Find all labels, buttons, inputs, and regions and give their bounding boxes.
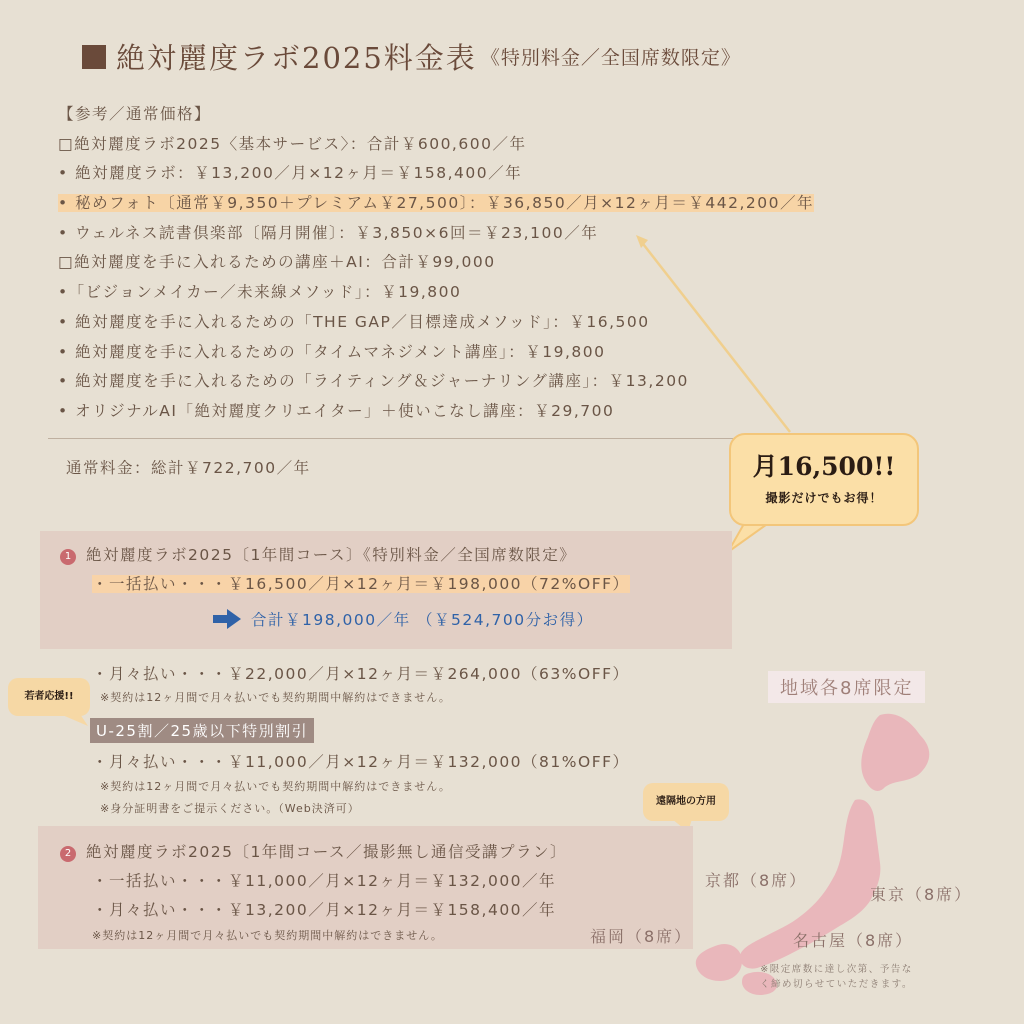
plan2-number-badge: 2 — [60, 846, 76, 862]
youth-note-2: ※身分証明書をご提示ください。（Web決済可） — [100, 802, 360, 815]
reference-item: □絶対麗度ラボ2025〈基本サービス〉：合計￥600,600／年 — [58, 134, 527, 153]
plan1-total: 合計￥198,000／年 （￥524,700分お得） — [251, 611, 594, 629]
reference-heading: 【参考／通常価格】 — [58, 105, 212, 123]
arrow-right-icon — [213, 609, 241, 629]
normal-total: 通常料金：総計￥722,700／年 — [66, 459, 311, 477]
callout-sub: 撮影だけでもお得！ — [765, 491, 883, 505]
callout-main: 月16,500!! — [752, 452, 896, 481]
plan1-lump-text: ・一括払い・・・￥16,500／月×12ヶ月＝￥198,000（72%OFF） — [92, 575, 630, 593]
region-label: 地域各8席限定 — [768, 671, 925, 703]
title-sub: 《特別料金／全国席数限定》 — [480, 47, 741, 69]
reference-item-highlight: • 秘めフォト〔通常￥9,350＋プレミアム￥27,500〕：￥36,850／月×12ヶ月＝￥442,200／年 — [58, 194, 814, 213]
price-callout — [729, 433, 919, 526]
youth-badge: 若者応援!! — [8, 678, 90, 716]
reference-item: • 絶対麗度を手に入れるための「タイムマネジメント講座」：￥19,800 — [58, 342, 606, 361]
plan2-monthly: ・月々払い・・・￥13,200／月×12ヶ月＝￥158,400／年 — [92, 901, 557, 919]
plan2-lump: ・一括払い・・・￥11,000／月×12ヶ月＝￥132,000／年 — [92, 872, 557, 890]
plan2-title-row — [60, 840, 567, 862]
title-main: 絶対麗度ラボ2025料金表 — [116, 41, 477, 75]
map-note-line2: く締め切らせていただきます。 — [760, 979, 913, 990]
plan1-title: 絶対麗度ラボ2025〔1年間コース〕《特別料金／全国席数限定》 — [86, 546, 577, 564]
plan1-total-row — [213, 608, 594, 630]
reference-item: •「ビジョンメイカー／未来線メソッド」：￥19,800 — [58, 283, 462, 302]
plan1-lump — [92, 572, 630, 594]
reference-item: □絶対麗度を手に入れるための講座＋AI：合計￥99,000 — [58, 253, 496, 272]
remote-badge: 遠隔地の方用 — [643, 783, 729, 821]
reference-item: • ウェルネス読書倶楽部〔隔月開催〕：￥3,850×6回＝￥23,100／年 — [58, 223, 599, 242]
japan-map-icon — [680, 705, 950, 1005]
map-note — [760, 962, 913, 992]
plan2-title: 絶対麗度ラボ2025〔1年間コース／撮影無し通信受講プラン〕 — [86, 843, 568, 861]
reference-item: • 絶対麗度ラボ：￥13,200／月×12ヶ月＝￥158,400／年 — [58, 164, 523, 183]
plan1-monthly: ・月々払い・・・￥22,000／月×12ヶ月＝￥264,000（63%OFF） — [92, 665, 630, 683]
map-note-line1: ※限定席数に達し次第、予告な — [760, 964, 913, 975]
city-nagoya: 名古屋（8席） — [793, 931, 914, 950]
youth-monthly: ・月々払い・・・￥11,000／月×12ヶ月＝￥132,000（81%OFF） — [92, 753, 630, 771]
reference-item: • 絶対麗度を手に入れるための「ライティング＆ジャーナリング講座」：￥13,200 — [58, 372, 689, 391]
u25-label: U-25割／25歳以下特別割引 — [90, 718, 314, 743]
plan1-title-row — [60, 543, 576, 565]
city-kyoto: 京都（8席） — [705, 871, 808, 890]
plan1-monthly-note: ※契約は12ヶ月間で月々払いでも契約期間中解約はできません。 — [100, 691, 451, 704]
plan1-number-badge: 1 — [60, 549, 76, 565]
city-fukuoka: 福岡（8席） — [590, 927, 693, 946]
reference-item: • 絶対麗度を手に入れるための「THE GAP／目標達成メソッド」：￥16,500 — [58, 312, 650, 331]
youth-note-1: ※契約は12ヶ月間で月々払いでも契約期間中解約はできません。 — [100, 780, 451, 793]
reference-item: • オリジナルAI「絶対麗度クリエイター」＋使いこなし講座：￥29,700 — [58, 401, 615, 420]
plan2-note: ※契約は12ヶ月間で月々払いでも契約期間中解約はできません。 — [92, 929, 443, 942]
city-tokyo: 東京（8席） — [870, 885, 973, 904]
